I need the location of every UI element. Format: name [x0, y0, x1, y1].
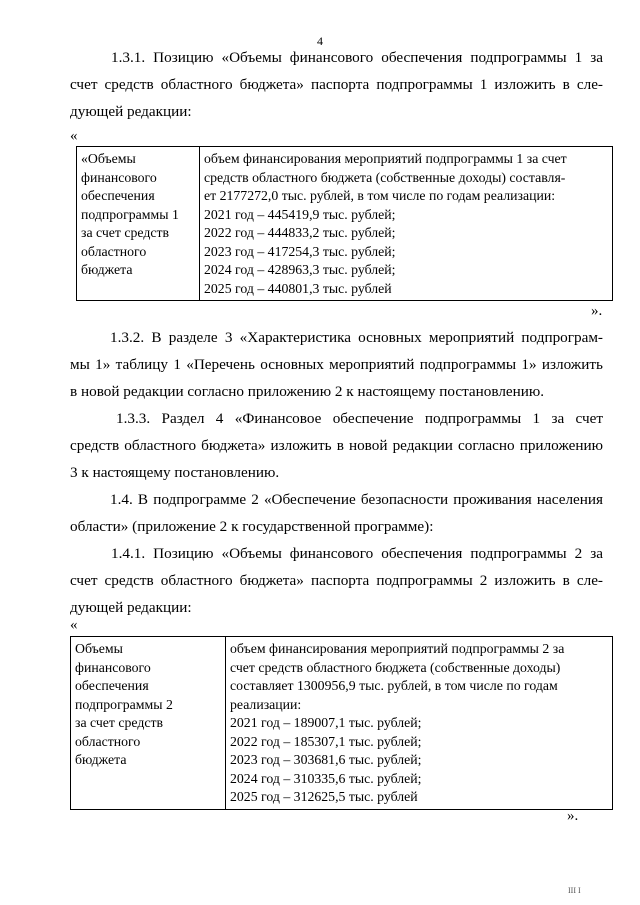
- paragraph-1-4: [70, 486, 603, 540]
- value-line: 2021 год – 445419,9 тыс. рублей;: [204, 206, 396, 222]
- paragraph-line: 1.3.1. Позицию «Объемы финансового обеспечения подпрограммы 1 за: [111, 49, 603, 66]
- paragraph-line: мы 1» таблицу 1 «Перечень основных мероприятий подпрограммы 1» изложить: [70, 356, 603, 373]
- paragraph-line: 1.4. В подпрограмме 2 «Обеспечение безопасности проживания населения: [110, 491, 603, 508]
- label-line: «Объемы: [81, 151, 136, 166]
- table-value-cell: [200, 147, 613, 301]
- label-line: Объемы: [75, 641, 123, 656]
- value-line: составляет 1300956,9 тыс. рублей, в том числе по годам: [230, 678, 558, 693]
- paragraph-line: в новой редакции согласно приложению 2 к настоящему постановлению.: [70, 383, 545, 400]
- paragraph-1-4-1: [70, 540, 603, 621]
- paragraph-line: 1.3.2. В разделе 3 «Характеристика основных мероприятий подпрограм-: [110, 329, 603, 346]
- paragraph-line: дующей редакции:: [70, 103, 192, 120]
- value-line: 2022 год – 444833,2 тыс. рублей;: [204, 225, 396, 240]
- paragraph-1-3-1: [70, 44, 603, 125]
- open-quote: «: [70, 617, 78, 633]
- label-line: подпрограммы 2: [75, 696, 173, 712]
- value-line: 2025 год – 440801,3 тыс. рублей: [204, 280, 392, 296]
- value-line: средств областного бюджета (собственные доходы) составля-: [204, 169, 566, 185]
- label-line: обеспечения: [75, 678, 149, 693]
- value-line: объем финансирования мероприятий подпрограммы 1 за счет: [204, 151, 567, 166]
- value-line: 2021 год – 189007,1 тыс. рублей;: [230, 715, 422, 730]
- label-line: бюджета: [75, 752, 127, 767]
- table-label-cell: [71, 637, 226, 810]
- paragraph-line: области» (приложение 2 к государственной программе):: [70, 518, 434, 535]
- paragraph-line: 3 к настоящему постановлению.: [70, 464, 280, 481]
- value-line: 2024 год – 428963,3 тыс. рублей;: [204, 262, 396, 277]
- paragraph-line: счет средств областного бюджета» паспорта подпрограммы 2 изложить в сле-: [70, 572, 603, 589]
- open-quote: «: [70, 128, 78, 144]
- paragraph-1-3-3: [70, 405, 603, 486]
- label-line: финансового: [75, 659, 151, 675]
- label-line: подпрограммы 1: [81, 206, 179, 222]
- table-value-cell: [226, 637, 613, 810]
- paragraph-line: дующей редакции:: [70, 599, 192, 616]
- value-line: ет 2177272,0 тыс. рублей, в том числе по годам реализации:: [204, 188, 556, 203]
- value-line: 2025 год – 312625,5 тыс. рублей: [230, 789, 418, 804]
- label-line: за счет средств: [81, 225, 170, 240]
- label-line: за счет средств: [75, 715, 164, 730]
- value-line: 2023 год – 303681,6 тыс. рублей;: [230, 752, 422, 767]
- close-quote: ».: [567, 808, 579, 824]
- footer-mark: III I: [568, 886, 581, 895]
- funding-table-subprogram-1: [76, 146, 613, 301]
- value-line: 2023 год – 417254,3 тыс. рублей;: [204, 243, 396, 259]
- paragraph-1-3-2: [70, 324, 603, 405]
- value-line: реализации:: [230, 696, 302, 712]
- paragraph-line: средств областного бюджета» изложить в новой редакции согласно приложению: [70, 437, 603, 454]
- value-line: 2024 год – 310335,6 тыс. рублей;: [230, 770, 422, 786]
- paragraph-line: 1.4.1. Позицию «Объемы финансового обеспечения подпрограммы 2 за: [111, 545, 603, 562]
- label-line: областного: [75, 733, 141, 749]
- value-line: объем финансирования мероприятий подпрограммы 2 за: [230, 641, 565, 656]
- paragraph-line: счет средств областного бюджета» паспорта подпрограммы 1 изложить в сле-: [70, 76, 603, 93]
- funding-table-subprogram-2: [70, 636, 613, 810]
- page-number: 4: [317, 34, 323, 48]
- value-line: 2022 год – 185307,1 тыс. рублей;: [230, 733, 422, 749]
- label-line: областного: [81, 243, 147, 259]
- value-line: счет средств областного бюджета (собственные доходы): [230, 659, 561, 675]
- label-line: обеспечения: [81, 188, 155, 203]
- paragraph-line: 1.3.3. Раздел 4 «Финансовое обеспечение подпрограммы 1 за счет: [116, 410, 603, 427]
- table-label-cell: [77, 147, 200, 301]
- close-quote: ».: [591, 303, 603, 319]
- label-line: бюджета: [81, 262, 133, 277]
- label-line: финансового: [81, 169, 157, 185]
